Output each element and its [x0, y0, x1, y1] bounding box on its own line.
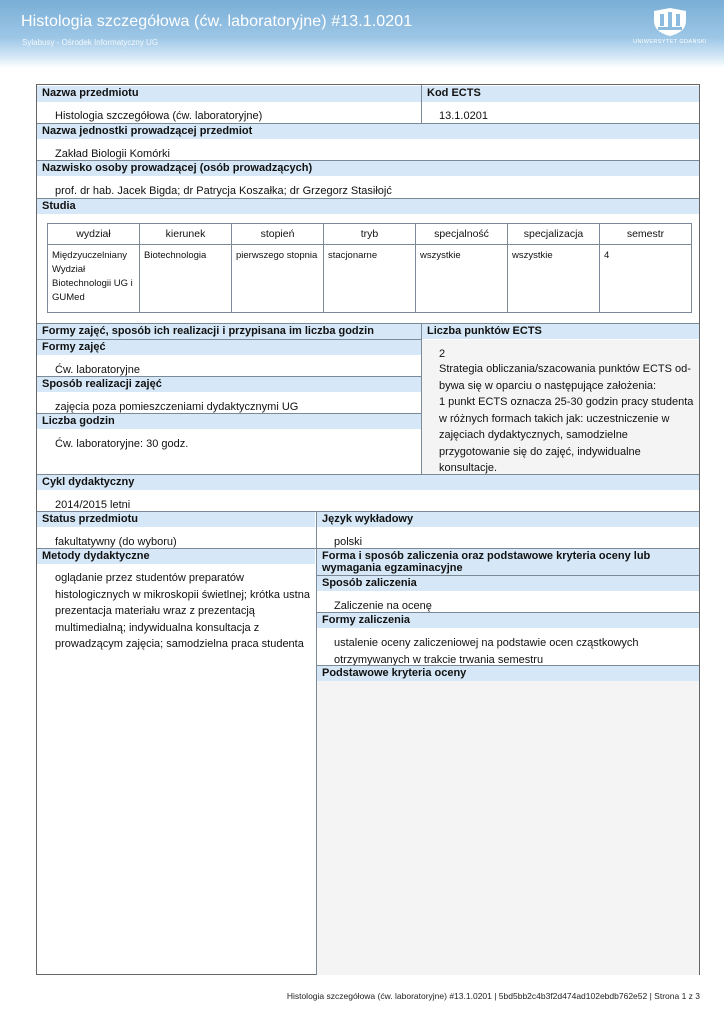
- teachers-value: prof. dr hab. Jacek Bigda; dr Patrycja Koszałka; dr Grzegorz Stasiłojć: [55, 185, 392, 197]
- text-line: bywa się w oparciu o następujące założenia:: [439, 379, 657, 392]
- university-logo: [626, 7, 714, 51]
- forms-types-header: Formy zajęć: [37, 340, 421, 355]
- text-line: prowadzącym zajęcia; samodzielna praca studenta: [55, 638, 304, 650]
- language-value: polski: [334, 536, 363, 548]
- page-footer: Histologia szczegółowa (ćw. laboratoryjne) #13.1.0201 | 5bd5bb2c4b3f2d474ad102ebdb762e52 | Strona 1 z 3: [286, 991, 700, 1001]
- cycle-value: 2014/2015 letni: [55, 499, 131, 511]
- status-value: fakultatywny (do wyboru): [55, 536, 177, 548]
- forms-method-value: zajęcia poza pomieszczeniami dydaktycznymi UG: [55, 401, 299, 413]
- text-line: przygotowanie się do zajęć, indywidualne: [439, 445, 641, 458]
- assessment-method-value: Zaliczenie na ocenę: [334, 600, 432, 612]
- studies-column-header: semestr: [600, 224, 692, 245]
- teachers-header: Nazwisko osoby prowadzącej (osób prowadzących): [37, 161, 699, 176]
- assessment-form-text: [334, 635, 639, 668]
- page-banner: [0, 0, 724, 68]
- studies-header: Studia: [37, 199, 699, 214]
- studies-column-header: wydział: [48, 224, 140, 245]
- studies-column-header: kierunek: [140, 224, 232, 245]
- text-line: otrzymywanych w trakcie trwania semestru: [334, 653, 544, 666]
- studies-table: [47, 223, 692, 313]
- studies-cell: wszystkie: [508, 245, 600, 313]
- unit-header: Nazwa jednostki prowadzącej przedmiot: [37, 124, 699, 139]
- forms-section-header: Formy zajęć, sposób ich realizacji i przypisana im liczba godzin: [37, 324, 421, 339]
- text-line: wymagania egzaminacyjne: [322, 562, 463, 574]
- text-line: w różnych formach takich jak: uczestniczenie w: [439, 412, 670, 425]
- methods-header: Metody dydaktyczne: [37, 549, 315, 564]
- studies-cell: pierwszego stopnia: [232, 245, 324, 313]
- document-title: Histologia szczegółowa (ćw. laboratoryjne) #13.1.0201: [21, 13, 413, 30]
- text-line: oglądanie przez studentów preparatów: [55, 572, 244, 584]
- ects-points-header: Liczba punktów ECTS: [422, 324, 699, 339]
- status-header: Status przedmiotu: [37, 512, 315, 527]
- studies-cell: Międzyuczelniany Wydział Biotechnologii UG i GUMed: [48, 245, 140, 313]
- text-line: Forma i sposób zaliczenia oraz podstawowe kryteria oceny lub: [322, 550, 651, 562]
- forms-hours-value: Ćw. laboratoryjne: 30 godz.: [55, 438, 189, 450]
- text-line: histologicznych w mikroskopii świetlnej; krótka ustna: [55, 588, 310, 601]
- studies-header-row: [48, 224, 692, 245]
- unit-value: Zakład Biologii Komórki: [55, 148, 170, 160]
- course-name-value: Histologia szczegółowa (ćw. laboratoryjne): [55, 110, 263, 122]
- forms-hours-header: Liczba godzin: [37, 414, 421, 429]
- methods-text: [55, 570, 310, 653]
- ects-points-value: 2: [439, 348, 446, 360]
- forms-types-value: Ćw. laboratoryjne: [55, 364, 140, 376]
- document-subtitle: Sylabusy - Ośrodek Informatyczny UG: [22, 38, 159, 47]
- studies-cell: wszystkie: [416, 245, 508, 313]
- forms-method-header: Sposób realizacji zajęć: [37, 377, 421, 392]
- language-header: Język wykładowy: [317, 512, 699, 527]
- studies-column-header: stopień: [232, 224, 324, 245]
- divider: [421, 85, 422, 123]
- course-name-header: Nazwa przedmiotu: [37, 86, 421, 102]
- table-row: [48, 245, 692, 313]
- studies-cell: 4: [600, 245, 692, 313]
- studies-cell: Biotechnologia: [140, 245, 232, 313]
- text-line: ustalenie oceny zaliczeniowej na podstawie ocen cząstkowych: [334, 637, 639, 649]
- assessment-header: [317, 549, 699, 575]
- criteria-header: Podstawowe kryteria oceny: [317, 666, 699, 681]
- ects-code-header: Kod ECTS: [422, 86, 699, 102]
- divider: [421, 323, 422, 474]
- text-line: konsultacje.: [439, 462, 498, 474]
- text-line: Strategia obliczania/szacowania punktów ECTS od-: [439, 363, 691, 375]
- studies-column-header: specjalizacja: [508, 224, 600, 245]
- syllabus-document: [36, 84, 700, 975]
- assessment-panel-background: [317, 681, 699, 975]
- cycle-header: Cykl dydaktyczny: [37, 475, 699, 490]
- ects-code-value: 13.1.0201: [439, 110, 488, 122]
- text-line: prezentacja materiału wraz z prezentacją: [55, 605, 255, 617]
- assessment-method-header: Sposób zaliczenia: [317, 576, 699, 591]
- assessment-form-header: Formy zaliczenia: [317, 613, 699, 628]
- university-crest-icon: [651, 7, 689, 37]
- studies-column-header: tryb: [324, 224, 416, 245]
- logo-text: UNIWERSYTET GDAŃSKI: [633, 39, 707, 45]
- ects-strategy-text: [439, 361, 693, 477]
- text-line: zajęciach dydaktycznych, samodzielne: [439, 429, 628, 441]
- text-line: multimedialną; indywidualna konsultacja z: [55, 621, 260, 634]
- text-line: 1 punkt ECTS oznacza 25-30 godzin pracy studenta: [439, 396, 694, 408]
- studies-column-header: specjalność: [416, 224, 508, 245]
- studies-cell: stacjonarne: [324, 245, 416, 313]
